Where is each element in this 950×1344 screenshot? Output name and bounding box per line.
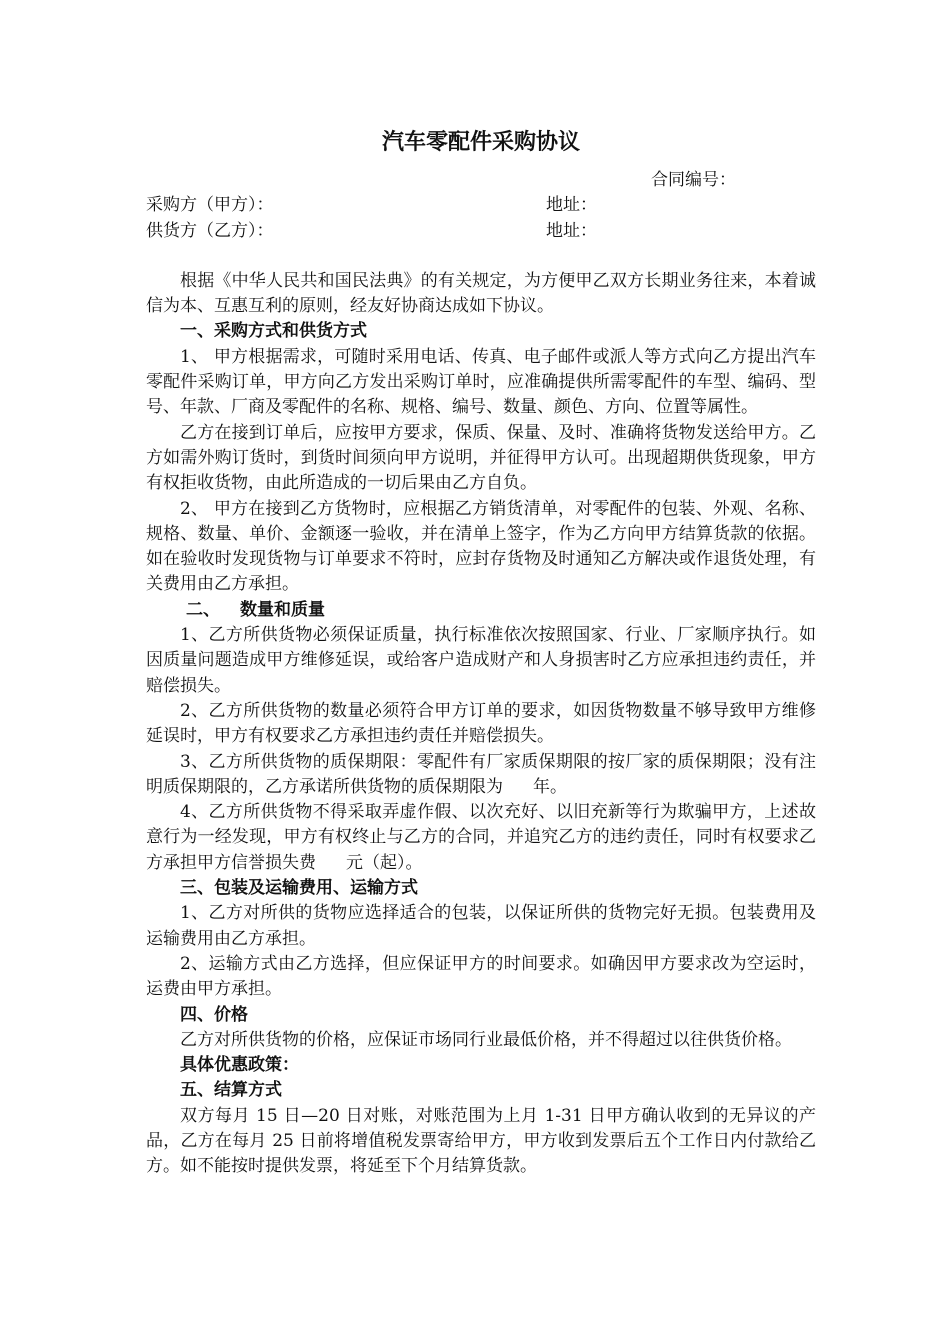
section-2-paragraph-3 bbox=[146, 750, 816, 801]
document-page bbox=[146, 120, 816, 1180]
section-5-paragraph-1: 双方每月 15 日—20 日对账，对账范围为上月 1-31 日甲方确认收到的无异议的产品，乙方在每月 25 日前将增值税发票寄给甲方，甲方收到发票后五个工作日内付款给乙方。如不能按时提供发票，将延至下个月结算货款。 bbox=[146, 1105, 816, 1177]
section-2-paragraph-2: 2、乙方所供货物的数量必须符合甲方订单的要求，如因货物数量不够导致甲方维修延误时，甲方有权要求乙方承担违约责任并赔偿损失。 bbox=[146, 700, 816, 747]
section-5-heading: 五、结算方式 bbox=[180, 1080, 282, 1101]
section-2-heading bbox=[146, 598, 816, 623]
spacer bbox=[146, 244, 816, 269]
section-2-paragraph-4 bbox=[146, 800, 816, 876]
buyer-row bbox=[146, 193, 816, 218]
warranty-text: 3、乙方所供货物的质保期限：零配件有厂家质保期限的按厂家的质保期限；没有注明质保期限的，乙方承诺所供货物的质保期限为 bbox=[146, 751, 816, 797]
discount-policy-label: 具体优惠政策： bbox=[180, 1055, 299, 1076]
supplier-row bbox=[146, 219, 816, 244]
section-1-heading: 一、采购方式和供货方式 bbox=[180, 321, 367, 342]
penalty-unit: 元（起）。 bbox=[346, 852, 423, 873]
section-2-heading-text: 数量和质量 bbox=[240, 599, 325, 620]
buyer-label: 采购方（甲方）： bbox=[146, 195, 274, 216]
document-title: 汽车零配件采购协议 bbox=[381, 130, 580, 155]
section-2-heading-num: 二、 bbox=[186, 599, 220, 620]
section-1-paragraph-2: 乙方在接到订单后，应按甲方要求，保质、保量、及时、准确将货物发送给甲方。乙方如需外购订货时，到货时间须向甲方说明，并征得甲方认可。出现超期供货现象，甲方有权拒收货物，由此所造成的一切后果由乙方自负。 bbox=[146, 422, 816, 494]
section-3-paragraph-1: 1、乙方对所供的货物应选择适合的包装，以保证所供的货物完好无损。包装费用及运输费用由乙方承担。 bbox=[146, 903, 816, 949]
section-4-heading: 四、价格 bbox=[180, 1004, 248, 1025]
supplier-address-label: 地址： bbox=[546, 220, 597, 241]
section-4-paragraph-1: 乙方对所供货物的价格，应保证市场同行业最低价格，并不得超过以往供货价格。 bbox=[180, 1029, 792, 1050]
section-3-paragraph-2: 2、运输方式由乙方选择，但应保证甲方的时间要求。如确因甲方要求改为空运时，运费由甲方承担。 bbox=[146, 953, 816, 1000]
supplier-label: 供货方（乙方）： bbox=[146, 220, 274, 241]
section-2-paragraph-1: 1、乙方所供货物必须保证质量，执行标准依次按照国家、行业、厂家顺序执行。如因质量问题造成甲方维修延误，或给客户造成财产和人身损害时乙方应承担违约责任，并赔偿损失。 bbox=[146, 625, 816, 696]
section-1-paragraph-1: 1、 甲方根据需求，可随时采用电话、传真、电子邮件或派人等方式向乙方提出汽车零配件采购订单，甲方向乙方发出采购订单时，应准确提供所需零配件的车型、编码、型号、年款、厂商及零配件的名称、规格、编号、数量、颜色、方向、位置等属性。 bbox=[146, 346, 816, 418]
penalty-text: 4、乙方所供货物不得采取弄虚作假、以次充好、以旧充新等行为欺骗甲方，上述故意行为一经发现，甲方有权终止与乙方的合同，并追究乙方的违约责任，同时有权要求乙方承担甲方信誉损失费 bbox=[146, 802, 816, 873]
section-1-paragraph-3: 2、 甲方在接到乙方货物时，应根据乙方销货清单，对零配件的包装、外观、名称、规格、数量、单价、金额逐一验收，并在清单上签字，作为乙方向甲方结算货款的依据。如在验收时发现货物与订单要求不符时，应封存货物及时通知乙方解决或作退货处理，有关费用由乙方承担。 bbox=[146, 498, 816, 595]
intro-paragraph: 根据《中华人民共和国民法典》的有关规定，为方便甲乙双方长期业务往来，本着诚信为本、互惠互利的原则，经友好协商达成如下协议。 bbox=[146, 270, 816, 317]
warranty-unit: 年。 bbox=[533, 776, 567, 797]
contract-number-label: 合同编号： bbox=[651, 170, 736, 190]
section-3-heading: 三、包装及运输费用、运输方式 bbox=[180, 878, 418, 899]
buyer-address-label: 地址： bbox=[546, 195, 597, 216]
